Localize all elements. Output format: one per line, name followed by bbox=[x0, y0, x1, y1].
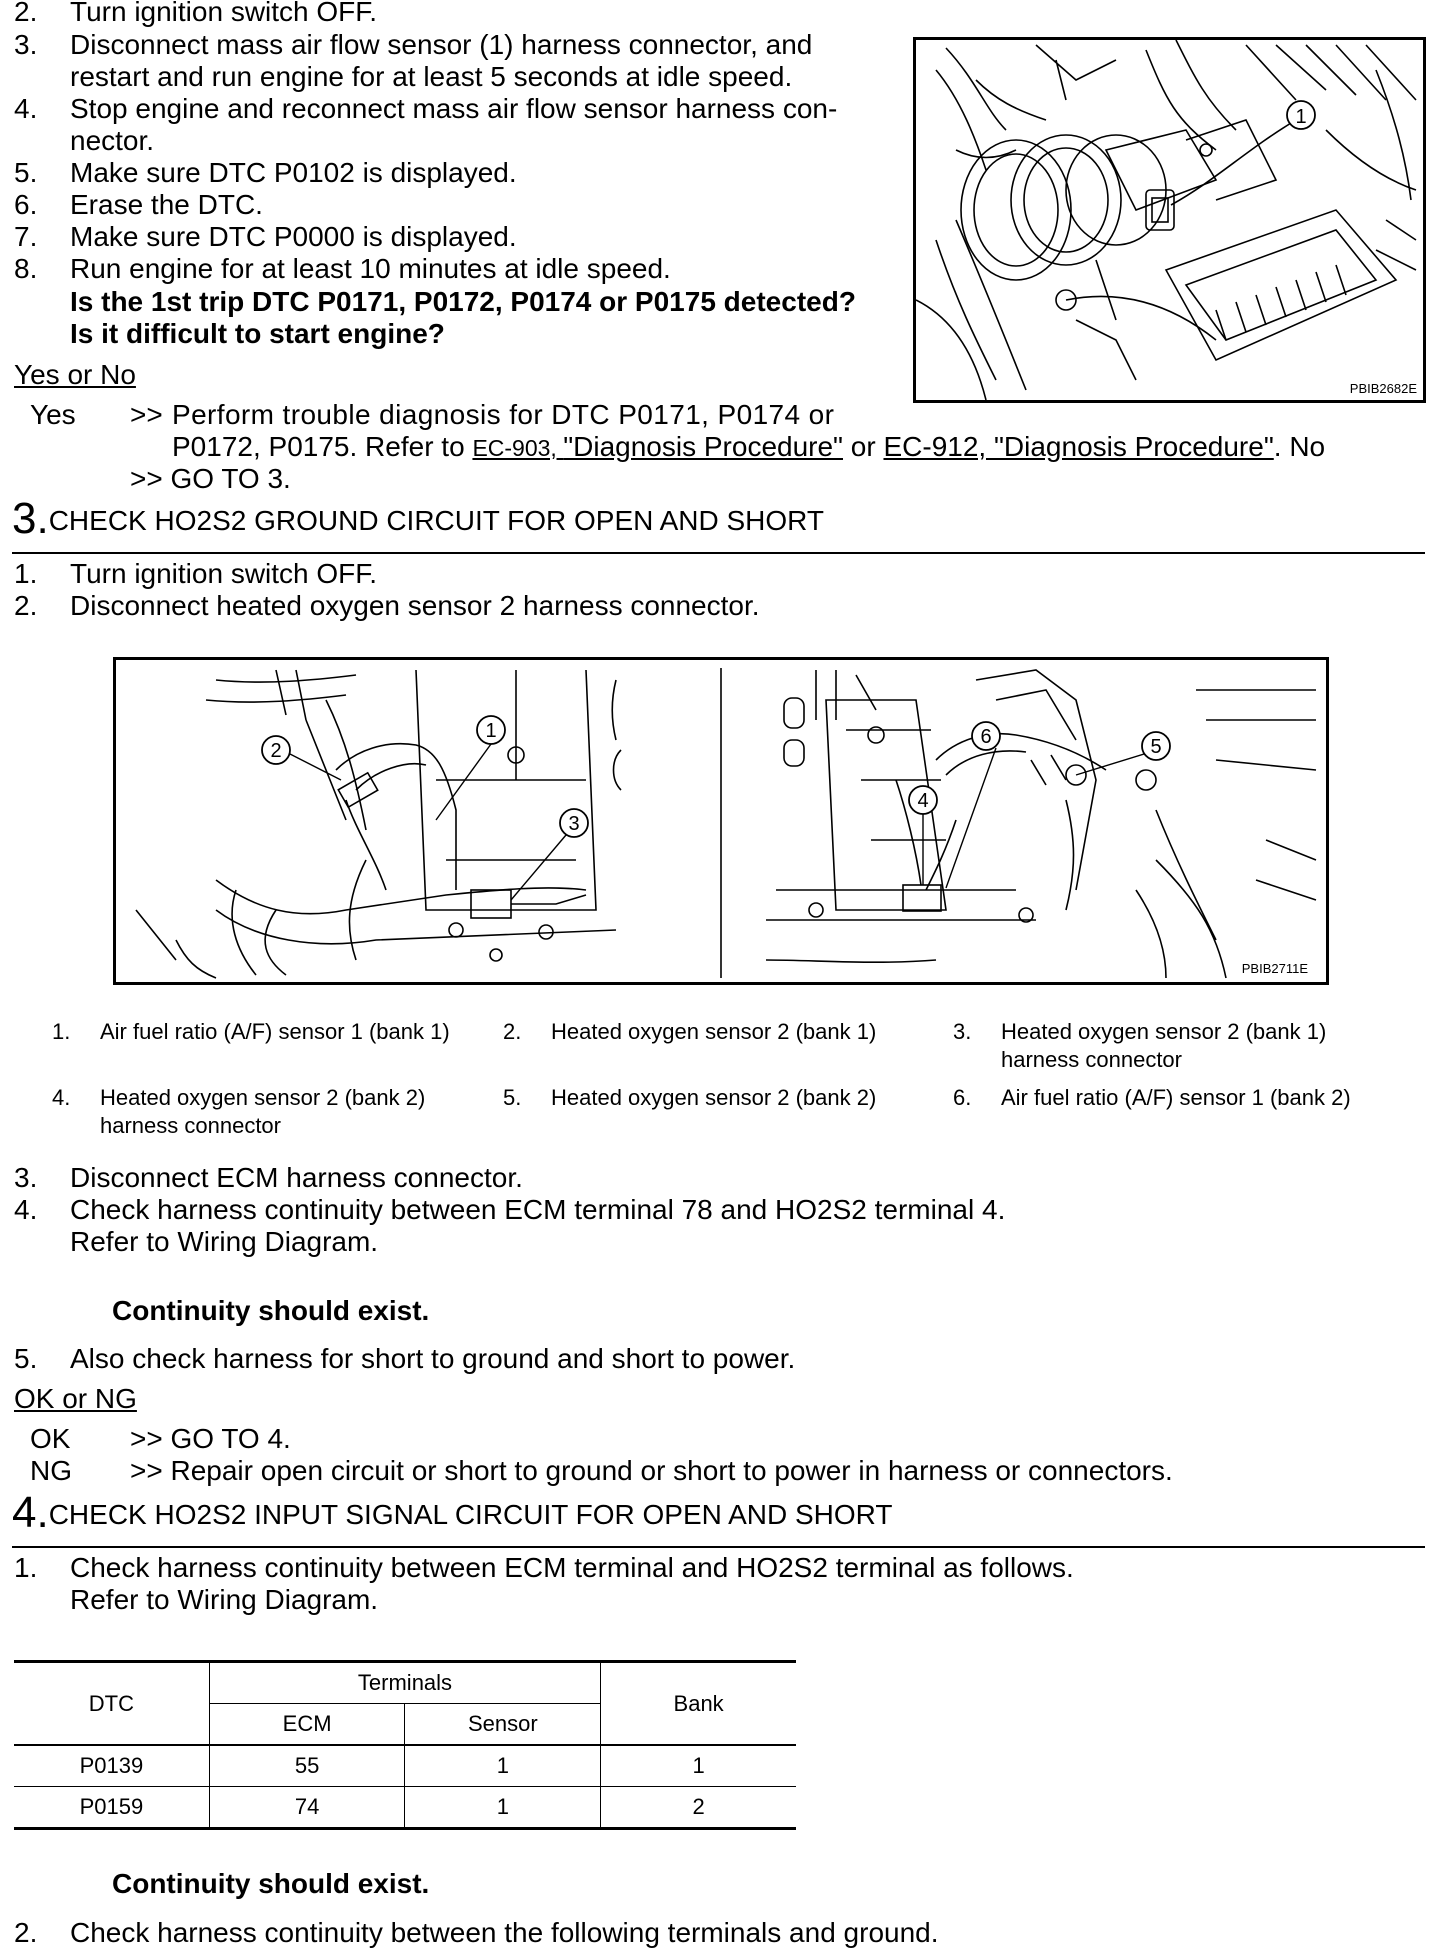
step-num: 6. bbox=[14, 189, 38, 220]
ref-link-ec903-code[interactable]: EC-903, bbox=[472, 435, 564, 461]
ok-text: >> GO TO 4. bbox=[130, 1423, 291, 1454]
step-text: Erase the DTC. bbox=[70, 189, 263, 220]
step-text: Turn ignition switch OFF. bbox=[70, 0, 378, 27]
step-text: Check harness continuity between the following terminals and ground. bbox=[70, 1917, 939, 1948]
step-num: 5. bbox=[14, 157, 38, 188]
figure-code: PBIB2711E bbox=[1241, 961, 1308, 976]
step-num: 4. bbox=[14, 93, 38, 124]
step-text: Make sure DTC P0102 is displayed. bbox=[70, 157, 517, 188]
section-divider bbox=[12, 1546, 1425, 1548]
step-text: restart and run engine for at least 5 seconds at idle speed. bbox=[70, 61, 793, 92]
section-divider bbox=[12, 552, 1425, 554]
header-bank: Bank bbox=[601, 1662, 796, 1746]
step-num: 1. bbox=[14, 1552, 38, 1583]
figure-code: PBIB2682E bbox=[1349, 381, 1417, 396]
yes-label: Yes bbox=[30, 399, 76, 430]
yes-text-2a: P0172, P0175. Refer to bbox=[172, 431, 473, 462]
table-row bbox=[14, 1745, 796, 1787]
step-text: Also check harness for short to ground and short to power. bbox=[70, 1343, 796, 1374]
terminal-table bbox=[14, 1660, 796, 1830]
legend-num: 6. bbox=[953, 1085, 972, 1110]
legend-text-cont: harness connector bbox=[100, 1113, 281, 1138]
yes-arrow: >> bbox=[130, 399, 163, 430]
oxygen-sensor-location-figure bbox=[113, 657, 1329, 985]
cell-dtc: P0159 bbox=[79, 1794, 144, 1819]
cell-ecm: 55 bbox=[209, 1745, 405, 1787]
ng-label: NG bbox=[30, 1455, 72, 1486]
step-3-title: CHECK HO2S2 GROUND CIRCUIT FOR OPEN AND SHORT bbox=[48, 505, 824, 536]
step-text: Disconnect mass air flow sensor (1) harness connector, and bbox=[70, 29, 813, 60]
ok-or-ng-label: OK or NG bbox=[14, 1383, 137, 1414]
step-text: Stop engine and reconnect mass air flow sensor harness con- bbox=[70, 93, 838, 124]
legend-text: Heated oxygen sensor 2 (bank 2) bbox=[551, 1085, 877, 1110]
step-num: 5. bbox=[14, 1343, 38, 1374]
step-num: 8. bbox=[14, 253, 38, 284]
legend-num: 3. bbox=[953, 1019, 972, 1044]
step-num: 2. bbox=[14, 1917, 38, 1948]
step-text: Make sure DTC P0000 is displayed. bbox=[70, 221, 517, 252]
cell-dtc: P0139 bbox=[79, 1753, 144, 1778]
no-goto: >> GO TO 3. bbox=[130, 463, 291, 494]
question-2: Is it difficult to start engine? bbox=[70, 318, 445, 349]
step-num: 1. bbox=[14, 558, 38, 589]
step-text: Disconnect ECM harness connector. bbox=[70, 1162, 523, 1193]
cell-ecm: 74 bbox=[209, 1787, 405, 1829]
legend-text: Heated oxygen sensor 2 (bank 1) bbox=[551, 1019, 877, 1044]
yes-or-no-label: Yes or No bbox=[14, 359, 136, 390]
callout-5: 5 bbox=[1150, 736, 1162, 758]
step-text: Refer to Wiring Diagram. bbox=[70, 1226, 379, 1257]
engine-bay-illustration bbox=[916, 40, 1423, 400]
callout-4: 4 bbox=[917, 790, 929, 812]
oxygen-sensor-illustration bbox=[116, 660, 1326, 982]
callout-2: 2 bbox=[270, 740, 282, 762]
callout-1: 1 bbox=[485, 720, 497, 742]
legend-text: Heated oxygen sensor 2 (bank 2) bbox=[100, 1085, 426, 1110]
ref-link-ec903[interactable]: "Diagnosis Procedure" bbox=[563, 431, 843, 462]
callout-3: 3 bbox=[568, 813, 580, 835]
step-text: Disconnect heated oxygen sensor 2 harness connector. bbox=[70, 590, 760, 621]
continuity-note: Continuity should exist. bbox=[112, 1295, 430, 1326]
step-num: 3. bbox=[14, 1162, 38, 1193]
legend-text: Heated oxygen sensor 2 (bank 1) bbox=[1001, 1019, 1327, 1044]
or-text: or bbox=[843, 431, 884, 462]
cell-bank: 1 bbox=[692, 1753, 705, 1778]
legend-text: Air fuel ratio (A/F) sensor 1 (bank 2) bbox=[1001, 1085, 1351, 1110]
yes-text-2 bbox=[172, 431, 1325, 464]
step-text: Check harness continuity between ECM terminal and HO2S2 terminal as follows. bbox=[70, 1552, 1074, 1583]
step-num: 7. bbox=[14, 221, 38, 252]
header-ecm: ECM bbox=[209, 1704, 405, 1746]
legend-num: 1. bbox=[52, 1019, 71, 1044]
callout-1: 1 bbox=[1295, 106, 1307, 128]
step-4-title: CHECK HO2S2 INPUT SIGNAL CIRCUIT FOR OPEN AND SHORT bbox=[48, 1499, 893, 1530]
step-num: 4. bbox=[14, 1194, 38, 1225]
step-num: 3. bbox=[14, 29, 38, 60]
legend-num: 2. bbox=[503, 1019, 522, 1044]
step-text: Check harness continuity between ECM terminal 78 and HO2S2 terminal 4. bbox=[70, 1194, 1006, 1225]
mass-air-flow-sensor-figure bbox=[913, 37, 1426, 403]
legend-num: 5. bbox=[503, 1085, 522, 1110]
step-text: Turn ignition switch OFF. bbox=[70, 558, 378, 589]
table-row bbox=[14, 1787, 796, 1829]
step-4-number: 4. bbox=[12, 1488, 49, 1537]
ok-label: OK bbox=[30, 1423, 71, 1454]
step-4-heading bbox=[12, 1488, 893, 1537]
legend-text-cont: harness connector bbox=[1001, 1047, 1182, 1072]
ref-link-ec912[interactable]: EC-912, "Diagnosis Procedure" bbox=[883, 431, 1274, 462]
question-1: Is the 1st trip DTC P0171, P0172, P0174 or P0175 detected? bbox=[70, 286, 856, 317]
legend-text: Air fuel ratio (A/F) sensor 1 (bank 1) bbox=[100, 1019, 450, 1044]
step-num: 2. bbox=[14, 0, 38, 27]
header-dtc: DTC bbox=[14, 1662, 209, 1746]
header-terminals: Terminals bbox=[209, 1662, 600, 1704]
step-text: nector. bbox=[70, 125, 155, 156]
step-text: Run engine for at least 10 minutes at idle speed. bbox=[70, 253, 671, 284]
callout-6: 6 bbox=[980, 726, 992, 748]
ng-text: >> Repair open circuit or short to ground or short to power in harness or connectors. bbox=[130, 1455, 1173, 1486]
header-sensor: Sensor bbox=[405, 1704, 601, 1746]
yes-text-1: Perform trouble diagnosis for DTC P0171, P0174 or bbox=[172, 399, 835, 430]
no-label: . No bbox=[1273, 431, 1326, 462]
cell-sensor: 1 bbox=[405, 1787, 601, 1829]
cell-sensor: 1 bbox=[405, 1745, 601, 1787]
legend-num: 4. bbox=[52, 1085, 71, 1110]
continuity-note-2: Continuity should exist. bbox=[112, 1868, 430, 1899]
step-text: Refer to Wiring Diagram. bbox=[70, 1584, 379, 1615]
step-num: 2. bbox=[14, 590, 38, 621]
cell-bank: 2 bbox=[692, 1794, 705, 1819]
step-3-number: 3. bbox=[12, 494, 49, 543]
step-3-heading bbox=[12, 494, 824, 543]
